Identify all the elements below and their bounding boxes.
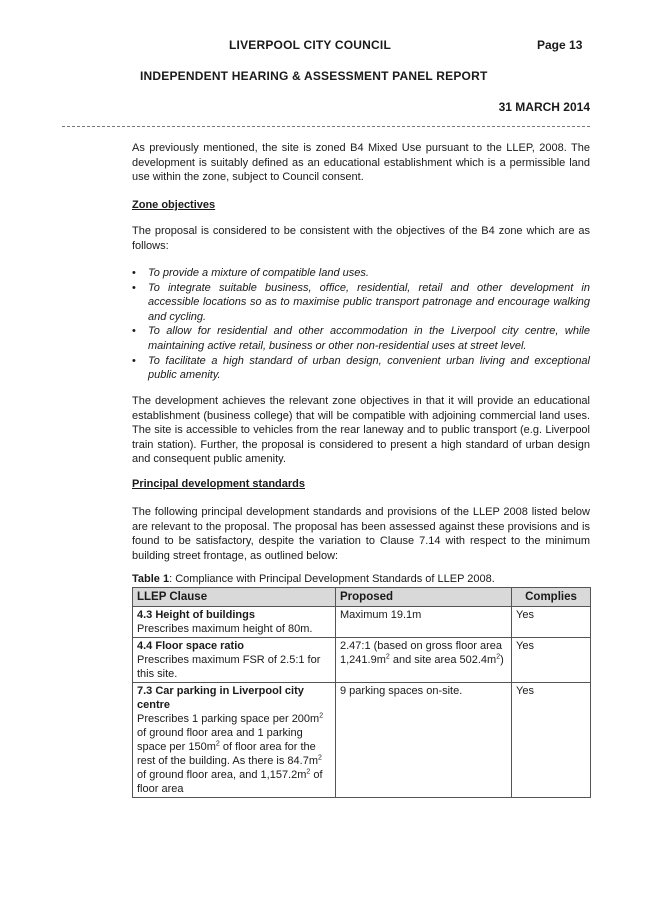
- clause-cell: [133, 607, 336, 638]
- table-caption-label: Table 1: [132, 573, 170, 585]
- complies-cell: Yes: [512, 607, 591, 638]
- clause-title: 4.4 Floor space ratio: [137, 640, 244, 652]
- proposed-cell: Maximum 19.1m: [336, 607, 512, 638]
- header-divider: [62, 126, 590, 127]
- council-name: LIVERPOOL CITY COUNCIL: [229, 38, 391, 52]
- complies-cell: Yes: [512, 638, 591, 683]
- column-header-clause: LLEP Clause: [133, 588, 336, 607]
- objectives-intro-paragraph: The proposal is considered to be consistent with the objectives of the B4 zone which are as follows:: [132, 225, 590, 252]
- proposed-cell: [336, 638, 512, 683]
- list-item: [132, 354, 590, 383]
- superscript: 2: [496, 653, 501, 661]
- zoning-paragraph: As previously mentioned, the site is zoned B4 Mixed Use pursuant to the LLEP, 2008. The development is suitably defined as an educational establishment which is a permissible land use within the zone, subject to Council consent.: [132, 142, 590, 184]
- table-row: [133, 683, 591, 798]
- objectives-list: [132, 266, 590, 383]
- list-item: [132, 281, 590, 325]
- clause-text-part: of ground floor area, and 1,157.2m: [137, 769, 307, 781]
- report-title: INDEPENDENT HEARING & ASSESSMENT PANEL REPORT: [140, 69, 488, 83]
- proposed-text-part: 2.47:1 (based on gross floor area 1,241.9m: [340, 640, 503, 666]
- superscript: 2: [319, 712, 324, 720]
- clause-cell: [133, 683, 336, 798]
- column-header-complies: Complies: [512, 588, 591, 607]
- clause-text-part: of floor area for the rest of the building. As there is 84.7m: [137, 741, 318, 767]
- clause-text: Prescribes maximum FSR of 2.5:1 for this site.: [137, 654, 321, 680]
- clause-text-part: of ground floor area and 1 parking space per 150m: [137, 727, 303, 753]
- list-item: [132, 324, 590, 353]
- list-item-text: To allow for residential and other accommodation in the Liverpool city centre, while maintaining active retail, business or other non-residential uses at street level.: [148, 325, 590, 352]
- report-date: 31 MARCH 2014: [498, 100, 590, 114]
- clause-text-part: of floor area: [137, 769, 323, 795]
- bullet-icon: •: [132, 325, 136, 338]
- zone-objectives-heading: Zone objectives: [132, 199, 216, 211]
- proposed-text-part: and site area 502.4m: [389, 654, 497, 666]
- complies-cell: Yes: [512, 683, 591, 798]
- superscript: 2: [318, 754, 322, 762]
- clause-title: 4.3 Height of buildings: [137, 609, 255, 621]
- bullet-icon: •: [132, 354, 136, 367]
- table-row: [133, 607, 591, 638]
- clause-text: [137, 712, 331, 796]
- superscript: 2: [215, 740, 220, 748]
- clause-text-part: Prescribes 1 parking space per 200m: [137, 713, 320, 725]
- proposed-text-part: ): [500, 654, 504, 666]
- bullet-icon: •: [132, 267, 136, 279]
- table-header-row: [133, 588, 591, 607]
- clause-text: Prescribes maximum height of 80m.: [137, 623, 313, 635]
- bullet-icon: •: [132, 281, 136, 294]
- development-standards-heading: Principal development standards: [132, 478, 305, 490]
- table-row: [133, 638, 591, 683]
- proposed-cell: 9 parking spaces on-site.: [336, 683, 512, 798]
- list-item-text: To facilitate a high standard of urban design, convenient urban living and exceptional public amenity.: [148, 354, 590, 382]
- table-caption-text: : Compliance with Principal Development Standards of LLEP 2008.: [169, 573, 495, 585]
- compliance-table: [132, 587, 591, 798]
- column-header-proposed: Proposed: [336, 588, 512, 607]
- clause-title: 7.3 Car parking in Liverpool city centre: [137, 685, 304, 711]
- page-number: Page 13: [537, 38, 583, 52]
- standards-intro-paragraph: The following principal development standards and provisions of the LLEP 2008 listed below are relevant to the proposal. The proposal has been assessed against these provisions and is found to be satisfactory, despite the variation to Clause 7.14 with respect to the minimum building street frontage, as outlined below:: [132, 506, 590, 562]
- superscript: 2: [385, 653, 390, 661]
- list-item-text: To provide a mixture of compatible land uses.: [148, 267, 369, 279]
- clause-cell: [133, 638, 336, 683]
- table-caption: [132, 573, 495, 585]
- objectives-assessment-paragraph: The development achieves the relevant zone objectives in that it will provide an educational establishment (business college) that will be compatible with adjoining commercial land uses. The site is accessible to vehicles from the rear laneway and to public transport (e.g. Liverpool train station). Further, the proposal is considered to present a high standard of urban design and consequent public amenity.: [132, 395, 590, 466]
- superscript: 2: [306, 768, 311, 776]
- list-item: [132, 266, 590, 281]
- list-item-text: To integrate suitable business, office, residential, retail and other development in accessible locations so as to maximise public transport patronage and encourage walking and cycling.: [148, 281, 590, 323]
